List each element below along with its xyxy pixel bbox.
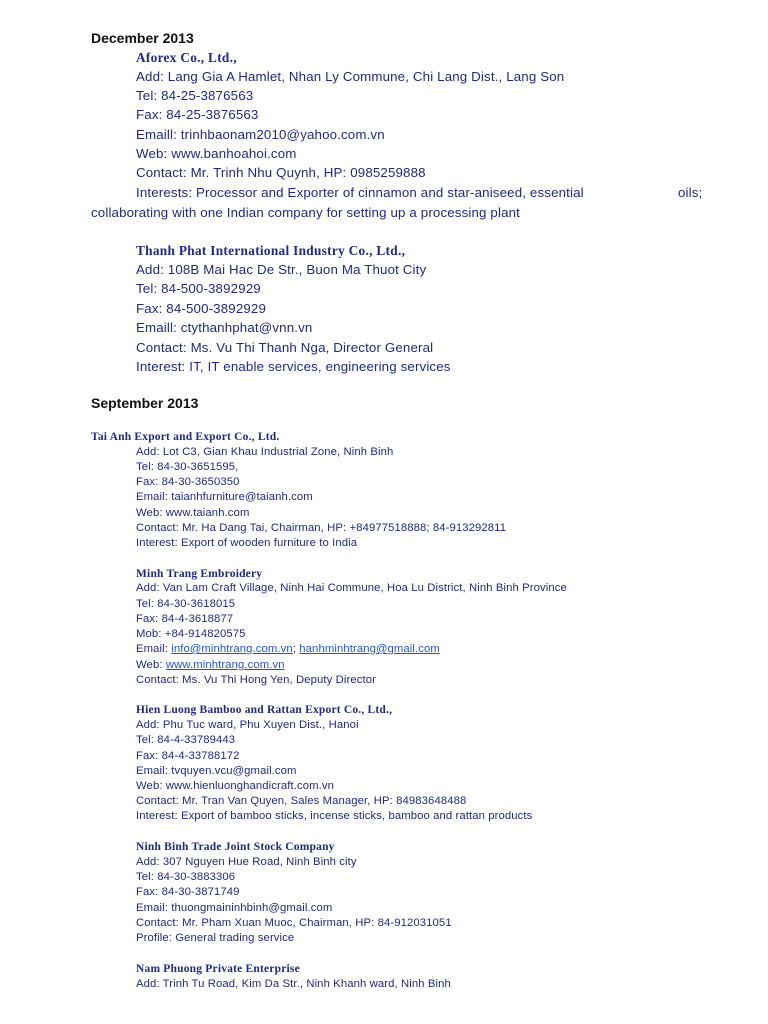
namphuong-address: Add: Trinh Tu Road, Kim Da Str., Ninh Khanh ward, Ninh Binh: [136, 978, 451, 990]
taianh-email: Email: taianhfurniture@taianh.com: [136, 491, 313, 503]
aforex-contact: Contact: Mr. Trinh Nhu Quynh, HP: 0985259888: [136, 165, 426, 180]
company-name-namphuong: Nam Phuong Private Enterprise: [136, 963, 300, 975]
minhtrang-mob: Mob: +84-914820575: [136, 628, 246, 640]
hienluong-contact: Contact: Mr. Tran Van Quyen, Sales Manager, HP: 84983648488: [136, 795, 467, 807]
minhtrang-contact: Contact: Ms. Vu Thi Hong Yen, Deputy Director: [136, 674, 376, 686]
aforex-web: Web: www.banhoahoi.com: [136, 146, 297, 161]
aforex-interests-line2: collaborating with one Indian company for setting up a processing plant: [91, 205, 521, 220]
section-heading-september: September 2013: [91, 395, 199, 411]
minhtrang-email-line: [136, 643, 440, 655]
hienluong-address: Add: Phu Tuc ward, Phu Xuyen Dist., Hanoi: [136, 719, 359, 731]
aforex-interests-part1: Interests: Processor and Exporter of cinnamon and star-aniseed, essential: [136, 185, 584, 200]
ninhbinh-fax: Fax: 84-30-3871749: [136, 886, 240, 898]
company-name-hienluong: Hien Luong Bamboo and Rattan Export Co., Ltd.,: [136, 704, 393, 716]
minhtrang-web-label: Web:: [136, 659, 166, 671]
minhtrang-email-separator: ;: [292, 643, 300, 655]
aforex-interests-part2: oils;: [678, 185, 703, 200]
thanhphat-contact: Contact: Ms. Vu Thi Thanh Nga, Director General: [136, 340, 434, 355]
minhtrang-email-link-1[interactable]: info@minhtrang.com.vn: [171, 643, 293, 655]
company-name-minhtrang: Minh Trang Embroidery: [136, 568, 263, 580]
minhtrang-email-label: Email:: [136, 643, 172, 655]
minhtrang-web-link[interactable]: www.minhtrang.com.vn: [165, 659, 285, 671]
minhtrang-tel: Tel: 84-30-3618015: [136, 598, 236, 610]
taianh-tel: Tel: 84-30-3651595,: [136, 461, 239, 473]
aforex-tel: Tel: 84-25-3876563: [136, 88, 254, 103]
company-name-ninhbinh: Ninh Binh Trade Joint Stock Company: [136, 841, 335, 853]
hienluong-tel: Tel: 84-4-33789443: [136, 734, 236, 746]
aforex-address: Add: Lang Gia A Hamlet, Nhan Ly Commune, Chi Lang Dist., Lang Son: [136, 69, 565, 84]
taianh-address: Add: Lot C3, Gian Khau Industrial Zone, Ninh Binh: [136, 446, 394, 458]
hienluong-web: Web: www.hienluonghandicraft.com.vn: [136, 780, 334, 792]
ninhbinh-profile: Profile: General trading service: [136, 932, 295, 944]
taianh-contact: Contact: Mr. Ha Dang Tai, Chairman, HP: +84977518888; 84-913292811: [136, 522, 507, 534]
minhtrang-address: Add: Van Lam Craft Village, Ninh Hai Commune, Hoa Lu District, Ninh Binh Province: [136, 582, 567, 594]
aforex-email: Emaill: trinhbaonam2010@yahoo.com.vn: [136, 127, 385, 142]
minhtrang-fax: Fax: 84-4-3618877: [136, 613, 234, 625]
taianh-web: Web: www.taianh.com: [136, 507, 250, 519]
taianh-interest: Interest: Export of wooden furniture to India: [136, 537, 358, 549]
ninhbinh-tel: Tel: 84-30-3883306: [136, 871, 236, 883]
aforex-fax: Fax: 84-25-3876563: [136, 107, 259, 122]
ninhbinh-address: Add: 307 Nguyen Hue Road, Ninh Binh city: [136, 856, 357, 868]
hienluong-email: Email: tvquyen.vcu@gmail.com: [136, 765, 297, 777]
ninhbinh-email: Email: thuongmaininhbinh@gmail.com: [136, 902, 333, 914]
section-heading-december: December 2013: [91, 30, 194, 46]
thanhphat-email: Emaill: ctythanhphat@vnn.vn: [136, 320, 313, 335]
thanhphat-fax: Fax: 84-500-3892929: [136, 301, 267, 316]
taianh-fax: Fax: 84-30-3650350: [136, 476, 240, 488]
thanhphat-tel: Tel: 84-500-3892929: [136, 281, 261, 296]
company-name-aforex: Aforex Co., Ltd.,: [136, 50, 237, 65]
aforex-interests: [136, 185, 584, 200]
minhtrang-web-line: [136, 659, 285, 671]
company-name-thanhphat: Thanh Phat International Industry Co., Ltd.,: [136, 243, 406, 258]
thanhphat-interest: Interest: IT, IT enable services, engineering services: [136, 359, 451, 374]
hienluong-fax: Fax: 84-4-33788172: [136, 750, 240, 762]
ninhbinh-contact: Contact: Mr. Pham Xuan Muoc, Chairman, HP: 84-912031051: [136, 917, 452, 929]
minhtrang-email-link-2[interactable]: hanhminhtrang@gmail.com: [299, 643, 440, 655]
thanhphat-address: Add: 108B Mai Hac De Str., Buon Ma Thuot City: [136, 262, 427, 277]
hienluong-interest: Interest: Export of bamboo sticks, incense sticks, bamboo and rattan products: [136, 810, 533, 822]
company-name-taianh: Tai Anh Export and Export Co., Ltd.: [91, 431, 280, 443]
